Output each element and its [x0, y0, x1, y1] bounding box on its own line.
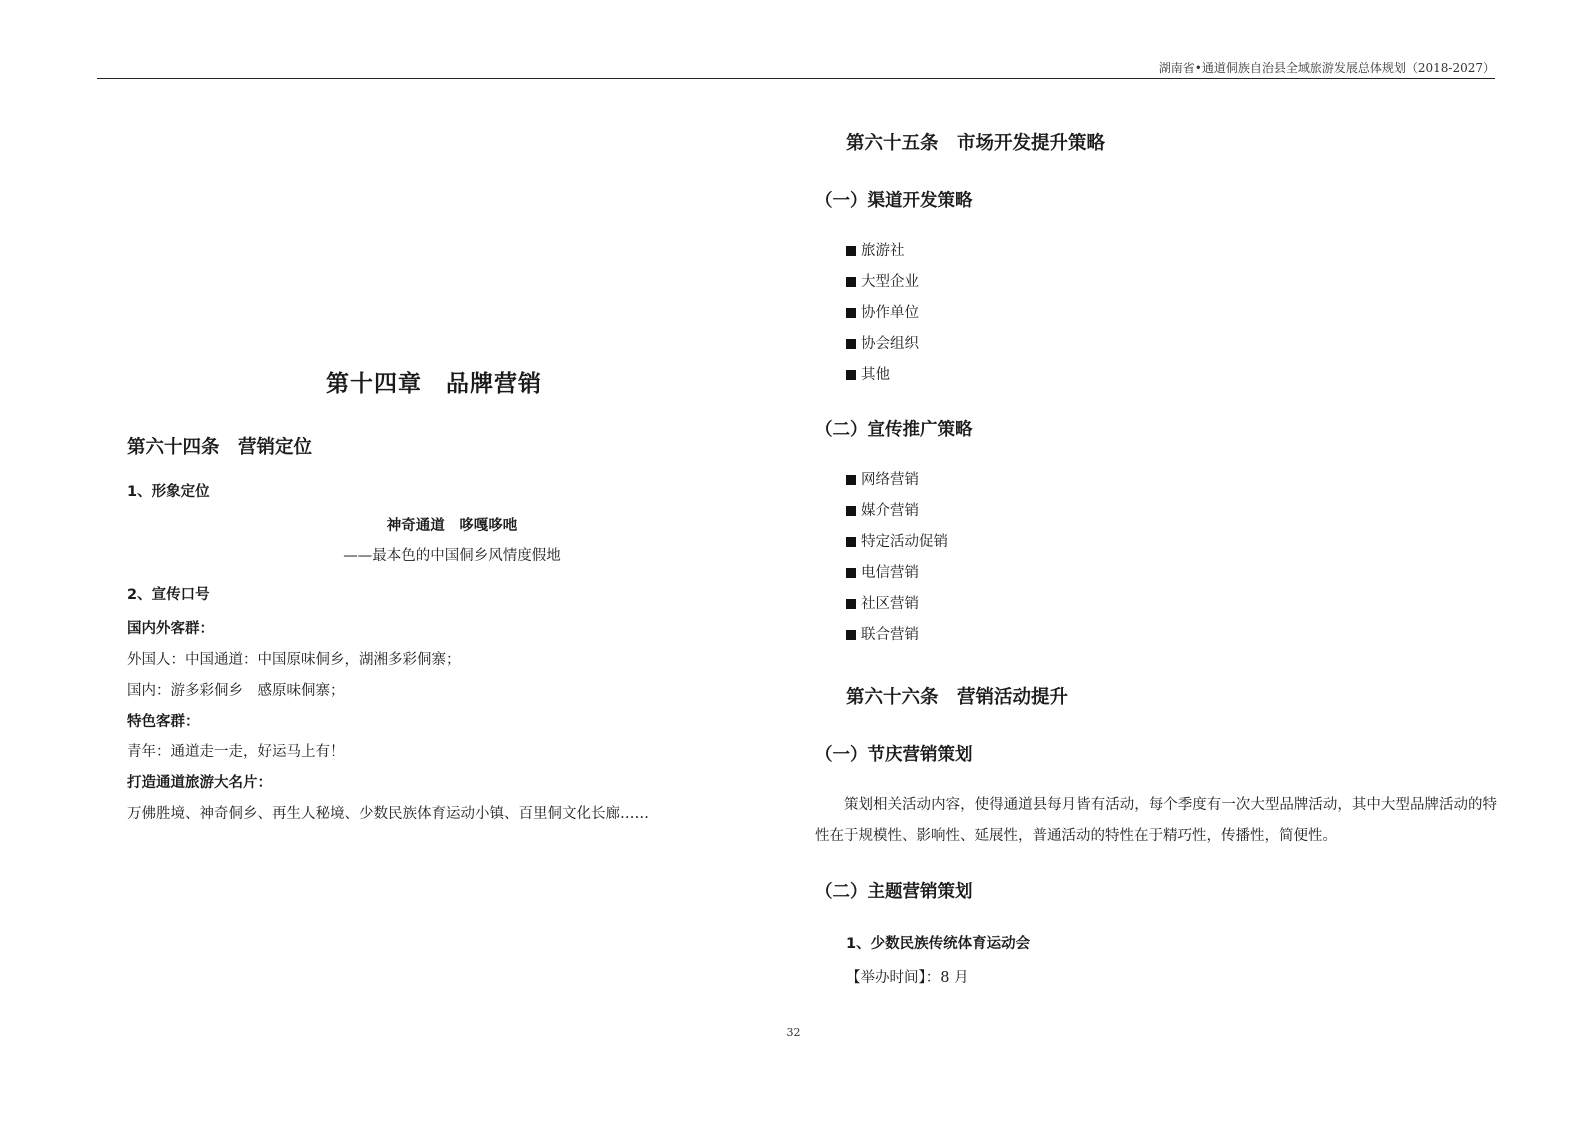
slogan-heading: 2、宣传口号 — [127, 587, 210, 603]
list-item: 大型企业 — [846, 267, 919, 298]
black-square-icon — [846, 246, 856, 256]
black-square-icon — [846, 537, 856, 547]
black-square-icon — [846, 370, 856, 380]
channel-strategy-heading: （一）渠道开发策略 — [815, 191, 973, 211]
list-item: 电信营销 — [846, 558, 948, 589]
black-square-icon — [846, 475, 856, 485]
channel-list — [846, 236, 919, 391]
domestic-line: 国内：游多彩侗乡 感原味侗寨； — [127, 683, 345, 699]
chapter-title: 第十四章 品牌营销 — [326, 371, 542, 397]
slogan-sub: ——最本色的中国侗乡风情度假地 — [343, 548, 561, 564]
black-square-icon — [846, 506, 856, 516]
list-item: 媒介营销 — [846, 496, 948, 527]
slogan-main: 神奇通道 哆嘎哆吔 — [386, 518, 518, 534]
promo-list — [846, 465, 948, 651]
black-square-icon — [846, 339, 856, 349]
list-item: 协作单位 — [846, 298, 919, 329]
promo-strategy-heading: （二）宣传推广策略 — [815, 420, 973, 440]
black-square-icon — [846, 308, 856, 318]
header-divider — [97, 78, 1495, 79]
running-header: 湖南省•通道侗族自治县全域旅游发展总体规划（2018-2027） — [1158, 61, 1495, 75]
image-positioning-heading: 1、形象定位 — [127, 484, 210, 500]
festival-paragraph: 策划相关活动内容，使得通道县每月皆有活动，每个季度有一次大型品牌活动，其中大型品牌活动的特性在于规模性、影响性、延展性，普通活动的特性在于精巧性，传播性，简便性。 — [815, 797, 1497, 844]
list-item: 旅游社 — [846, 236, 919, 267]
youth-line: 青年：通道走一走，好运马上有！ — [127, 744, 345, 760]
list-item: 协会组织 — [846, 329, 919, 360]
domestic-foreign-label: 国内外客群： — [127, 621, 214, 637]
special-group-label: 特色客群： — [127, 714, 200, 730]
theme-marketing-heading: （二）主题营销策划 — [815, 882, 973, 902]
list-item: 社区营销 — [846, 589, 948, 620]
list-item: 其他 — [846, 360, 919, 391]
tourism-cards-line: 万佛胜境、神奇侗乡、再生人秘境、少数民族体育运动小镇、百里侗文化长廊…… — [127, 806, 649, 822]
festival-marketing-heading: （一）节庆营销策划 — [815, 745, 973, 765]
sports-meet-heading: 1、少数民族传统体育运动会 — [846, 936, 1031, 952]
black-square-icon — [846, 568, 856, 578]
article-64-title: 第六十四条 营销定位 — [127, 437, 313, 458]
list-item: 特定活动促销 — [846, 527, 948, 558]
event-time-value: ：8 月 — [925, 970, 969, 986]
article-66-title: 第六十六条 营销活动提升 — [846, 687, 1069, 708]
list-item: 联合营销 — [846, 620, 948, 651]
article-65-title: 第六十五条 市场开发提升策略 — [846, 133, 1106, 154]
list-item: 网络营销 — [846, 465, 948, 496]
tourism-cards-label: 打造通道旅游大名片： — [127, 775, 272, 791]
event-time-label: 【举办时间】 — [846, 970, 926, 986]
page-number: 32 — [786, 1026, 801, 1039]
black-square-icon — [846, 599, 856, 609]
foreigners-line: 外国人：中国通道：中国原味侗乡，湖湘多彩侗寨； — [127, 652, 461, 668]
event-time-line — [846, 966, 969, 987]
black-square-icon — [846, 630, 856, 640]
black-square-icon — [846, 277, 856, 287]
